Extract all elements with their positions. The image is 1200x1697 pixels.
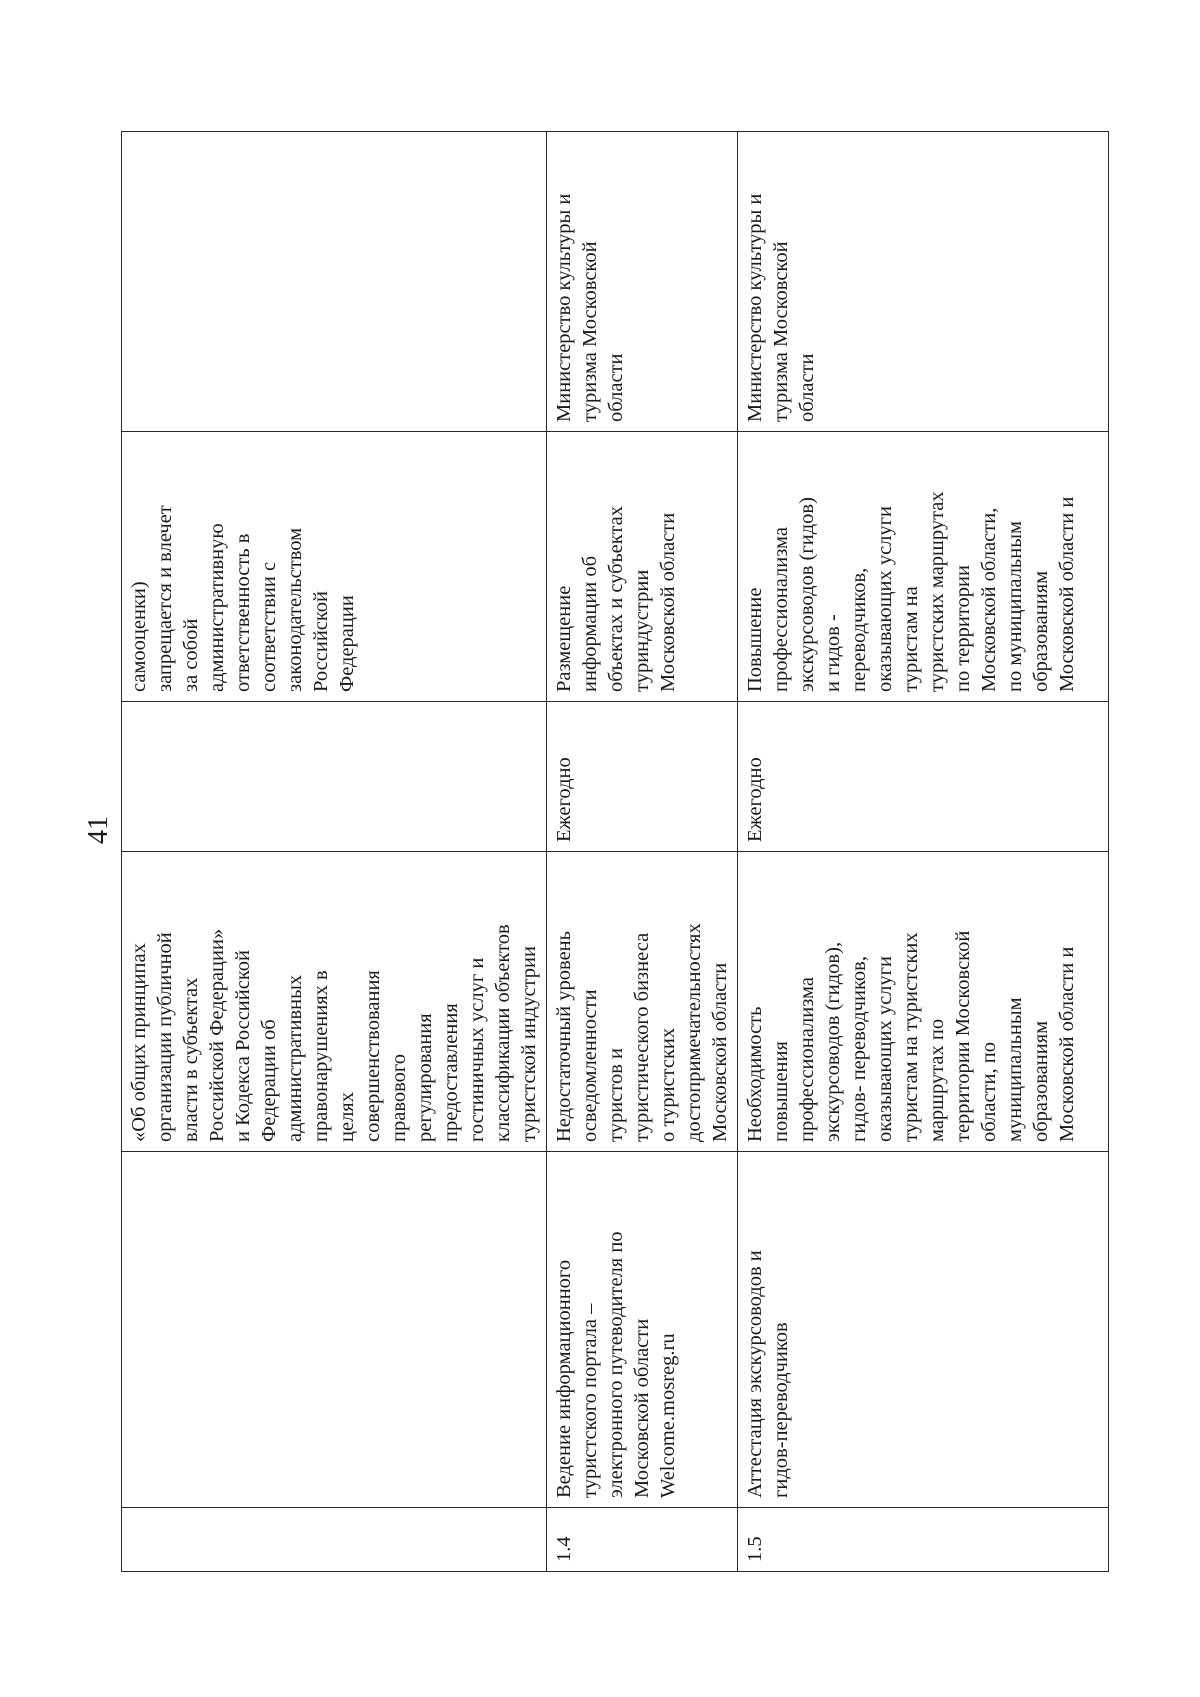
table-row-1-4 <box>547 132 738 1572</box>
page-number: 41 <box>83 816 114 844</box>
cell-result: Повышение профессионализма экскурсоводов (гидов) и гидов - переводчиков, оказывающих услуги туристам на туристских маршрутах по территории Московской области, по муниципальным образованиям Московской области и <box>738 432 1109 702</box>
table-row-continuation <box>122 132 547 1572</box>
cell-term: Ежегодно <box>738 702 1109 852</box>
cell-measure-name: Ведение информационного туристского портала – электронного путеводителя по Московской области Welcome.mosreg.ru <box>547 1152 738 1508</box>
cell-number: 1.5 <box>738 1508 1109 1572</box>
cell-term <box>122 702 547 852</box>
cell-number: 1.4 <box>547 1508 738 1572</box>
measures-table <box>121 131 1109 1572</box>
cell-term: Ежегодно <box>547 702 738 852</box>
cell-problem: Необходимость повышения профессионализма экскурсоводов (гидов), гидов- переводчиков, оказывающих услуги туристам на туристских маршрутах по территории Московской области, по муниципальным образованиям Московской области и <box>738 852 1109 1152</box>
cell-result: самооценки) запрещается и влечет за собой административную ответственность в соответствии с законодательством Российской Федерации <box>122 432 547 702</box>
cell-problem: «Об общих принципах организации публичной власти в субъектах Российской Федерации» и Кодекса Российской Федерации об административных правонарушениях в целях совершенствования правового регулирования предоставления гостиничных услуг и классификации объектов туристской индустрии <box>122 852 547 1152</box>
cell-executor: Министерство культуры и туризма Московской области <box>738 132 1109 432</box>
cell-problem: Недостаточный уровень осведомленности туристов и туристического бизнеса о туристских достопримечательностях Московской области <box>547 852 738 1152</box>
cell-number <box>122 1508 547 1572</box>
cell-measure-name <box>122 1152 547 1508</box>
cell-measure-name: Аттестация экскурсоводов и гидов-переводчиков <box>738 1152 1109 1508</box>
table-row-1-5 <box>738 132 1109 1572</box>
cell-executor <box>122 132 547 432</box>
cell-executor: Министерство культуры и туризма Московской области <box>547 132 738 432</box>
cell-result: Размещение информации об объектах и субъектах туриндустрии Московской области <box>547 432 738 702</box>
measures-table-container <box>121 132 1101 1572</box>
